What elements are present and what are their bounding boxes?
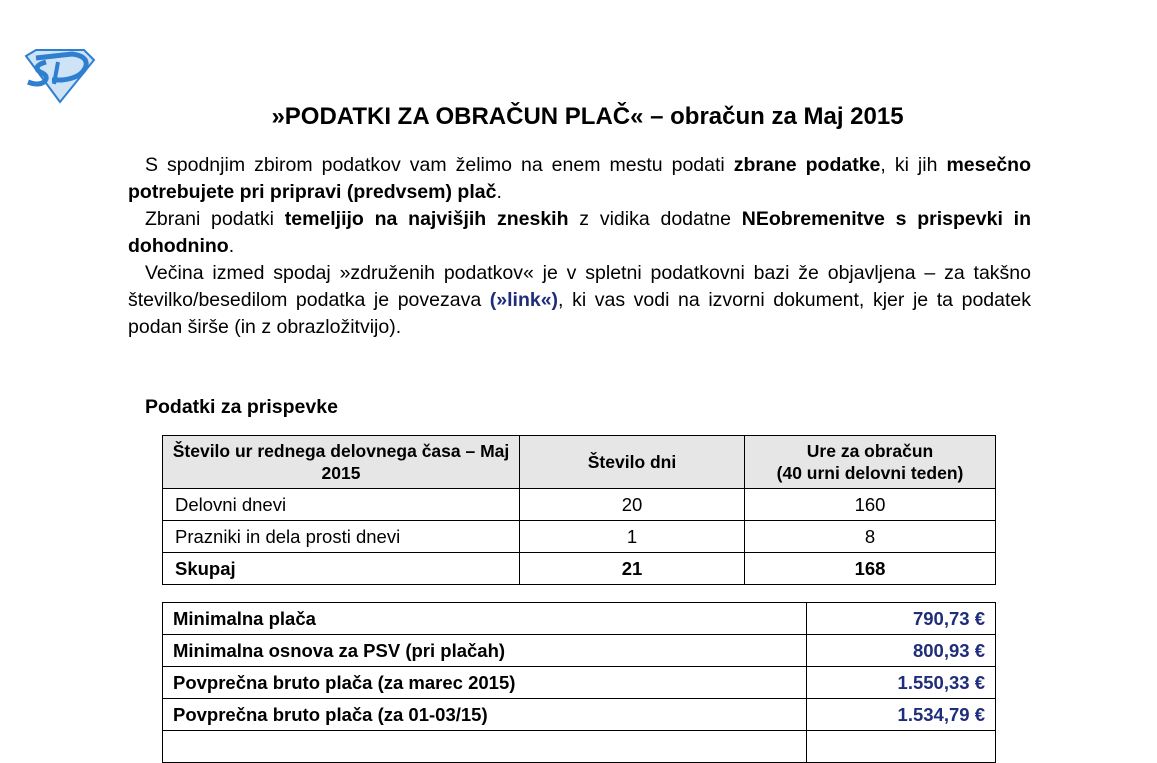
intro-text-run: Zbrani podatki [145,208,285,230]
table-row [163,731,996,763]
source-link[interactable]: (»link«) [489,289,559,311]
hours-table [162,435,996,585]
intro-text-run: Večina izmed spodaj »združenih podatkov« je v spletni podatkovni bazi že objavljena – za takšno številko/besedilom podatka je povezava [128,262,1031,311]
amount-label: Povprečna bruto plača (za marec 2015) [163,667,807,699]
intro-text-run: z vidika dodatne [568,208,742,230]
table-cell-hours: 160 [745,489,996,521]
intro-text-run: NEobremenitve s prispevki in dohodnino [128,208,1031,257]
section-title: Podatki za prispevke [145,396,338,418]
intro-paragraph [128,206,1031,260]
company-logo [22,48,96,104]
intro-text-run: zbrane podatke [733,154,881,176]
intro-text-run: temeljijo na najvišjih zneskih [284,208,569,230]
table-row [163,699,996,731]
column-header-line: (40 urni delovni teden) [776,463,964,483]
amount-label [163,731,807,763]
intro-text-run: , ki jih [880,154,947,176]
table-row [163,521,996,553]
table-cell-hours: 8 [745,521,996,553]
table-cell-days: 20 [520,489,745,521]
column-header: Število dni [520,436,745,489]
table-row [163,553,996,585]
page-title: »PODATKI ZA OBRAČUN PLAČ« – obračun za Maj 2015 [271,103,904,130]
table-cell-hours: 168 [745,553,996,585]
amount-label: Povprečna bruto plača (za 01-03/15) [163,699,807,731]
amount-value: 800,93 € [807,635,996,667]
intro-text-run: . [496,181,502,203]
table-cell-days: 21 [520,553,745,585]
table-header-row [163,436,996,489]
amount-value [807,731,996,763]
amount-label: Minimalna osnova za PSV (pri plačah) [163,635,807,667]
table-cell-label: Prazniki in dela prosti dnevi [163,521,520,553]
intro-paragraph [128,152,1031,206]
table-row [163,635,996,667]
column-header-line: Ure za obračun [806,441,934,461]
table-cell-days: 1 [520,521,745,553]
intro-text-run: . [228,235,235,257]
table-cell-label: Skupaj [163,553,520,585]
amounts-table [162,602,996,763]
intro-paragraph [128,260,1031,341]
intro-text [128,152,1031,341]
amount-value: 790,73 € [807,603,996,635]
amount-value: 1.534,79 € [807,699,996,731]
table-row [163,603,996,635]
column-header [745,436,996,489]
amount-value: 1.550,33 € [807,667,996,699]
column-header: Število ur rednega delovnega časa – Maj 2015 [163,436,520,489]
table-row [163,489,996,521]
intro-text-run: , ki vas vodi na izvorni dokument, kjer je ta podatek podan širše (in z obrazložitvijo). [128,289,1031,338]
intro-text-run: mesečno potrebujete pri pripravi (predvsem) plač [128,154,1031,203]
table-row [163,667,996,699]
table-cell-label: Delovni dnevi [163,489,520,521]
amount-label: Minimalna plača [163,603,807,635]
intro-text-run: S spodnjim zbirom podatkov vam želimo na enem mestu podati [145,154,734,176]
